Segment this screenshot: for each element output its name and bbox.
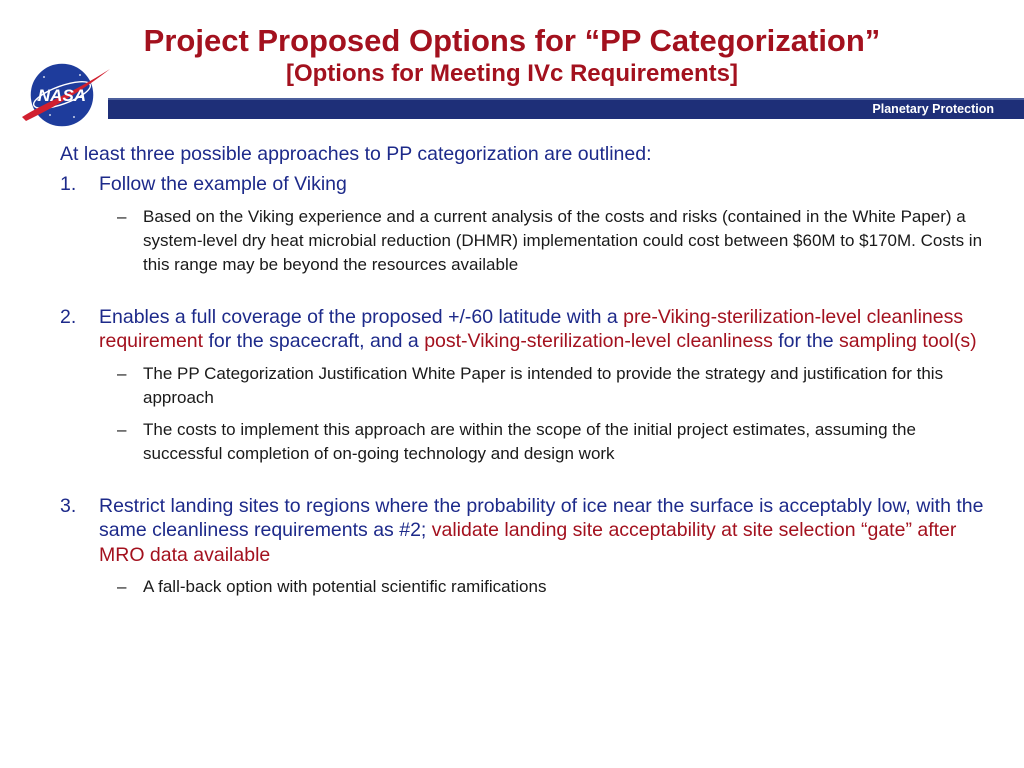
item-2-highlight-c: sampling tool(s) — [838, 330, 977, 352]
item-3-sub-1-text: A fall-back option with potential scientific ramifications — [143, 577, 547, 596]
slide-body — [60, 140, 1000, 599]
item-3-highlight-a: validate landing site acceptability at site selection “gate” after MRO data available — [99, 519, 957, 566]
nasa-logo-icon — [14, 55, 114, 135]
item-2-text-b: for the spacecraft, and a — [203, 330, 425, 352]
item-3-number: 3. — [60, 494, 77, 517]
item-1-sub-1 — [60, 205, 1000, 277]
item-2-number: 2. — [60, 305, 77, 328]
item-3-sub-1 — [60, 575, 1000, 599]
item-2-text-a: Enables a full coverage of the proposed +/-60 latitude with a — [99, 305, 624, 328]
item-1-sub-1-text: Based on the Viking experience and a current analysis of the costs and risks (contained in the White Paper) a system-level dry heat microbial reduction (DHMR) implementation could cost between $60M to $170M. Costs in this range may be beyond the resources available — [143, 206, 983, 274]
title-line-1: Project Proposed Options for “PP Categorization” — [143, 23, 881, 58]
logo-text: NASA — [37, 86, 87, 105]
item-2-sub-1-text: The PP Categorization Justification White Paper is intended to provide the strategy and justification for this approach — [143, 363, 944, 407]
item-2-highlight-b: post-Viking-sterilization-level cleanliness — [424, 330, 773, 352]
item-1-text: Follow the example of Viking — [99, 173, 347, 195]
item-3-text-a: Restrict landing sites to regions where the probability of ice near the surface is acceptably low, with the same cleanliness requirements as #2; — [99, 494, 984, 541]
item-2-sub-2 — [60, 418, 1000, 466]
header-banner — [108, 98, 1024, 119]
slide-title — [0, 22, 1024, 88]
item-2-text-c: for the — [772, 330, 839, 352]
list-item-1 — [60, 172, 1000, 197]
sub-dash: – — [117, 577, 127, 596]
item-1-number: 1. — [60, 173, 77, 195]
item-2-sub-1 — [60, 362, 1000, 410]
sub-dash: – — [117, 419, 127, 439]
list-item-2 — [60, 305, 1000, 354]
list-item-3 — [60, 494, 1000, 568]
sub-dash: – — [117, 206, 127, 226]
intro-text: At least three possible approaches to PP categorization are outlined: — [60, 143, 652, 165]
item-2-highlight-a: pre-Viking-sterilization-level cleanliness requirement — [99, 305, 964, 352]
title-line-2: [Options for Meeting IVc Requirements] — [285, 60, 739, 87]
sub-dash: – — [117, 363, 127, 383]
item-2-sub-2-text: The costs to implement this approach are within the scope of the initial project estimates, assuming the successful completion of on-going technology and design work — [143, 419, 916, 463]
banner-label: Planetary Protection — [872, 102, 994, 116]
